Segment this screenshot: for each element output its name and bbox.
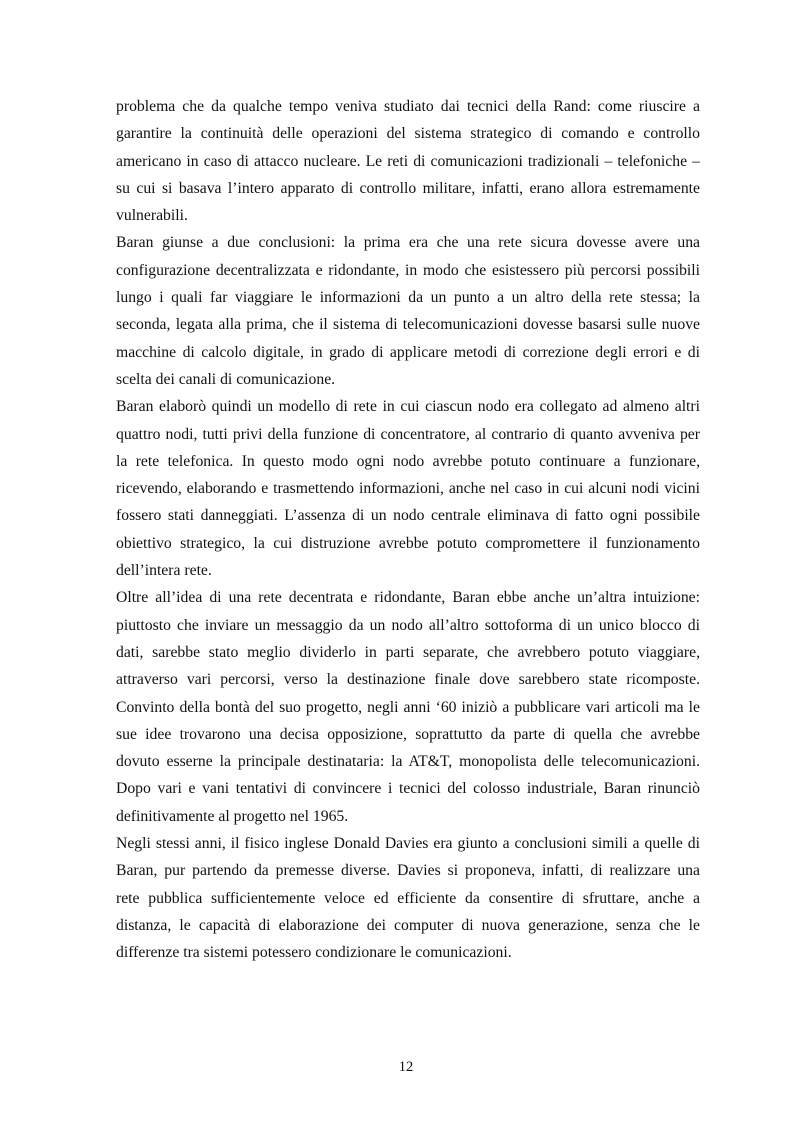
- text-line: attraverso vari percorsi, verso la destinazione finale dove sarebbero state ricomposte.: [116, 671, 700, 689]
- text-line: definitivamente al progetto nel 1965.: [116, 807, 349, 825]
- text-line: differenze tra sistemi potessero condizionare le comunicazioni.: [116, 944, 512, 962]
- text-line: fossero stati danneggiati. L’assenza di un nodo centrale eliminava di fatto ogni possibile: [116, 507, 700, 525]
- paragraph-3: [116, 393, 700, 584]
- text-line: piuttosto che inviare un messaggio da un nodo all’altro sottoforma di un unico blocco di: [116, 616, 700, 634]
- paragraph-1: [116, 93, 700, 229]
- text-line: su cui si basava l’intero apparato di controllo militare, infatti, erano allora estremamente: [116, 179, 700, 197]
- text-line: configurazione decentralizzata e ridondante, in modo che esistessero più percorsi possibili: [116, 261, 700, 279]
- text-line: Baran elaborò quindi un modello di rete in cui ciascun nodo era collegato ad almeno altri: [116, 398, 700, 416]
- text-line: ricevendo, elaborando e trasmettendo informazioni, anche nel caso in cui alcuni nodi vicini: [116, 480, 700, 498]
- paragraph-4: [116, 584, 700, 830]
- text-line: Oltre all’idea di una rete decentrata e ridondante, Baran ebbe anche un’altra intuizione:: [116, 589, 700, 607]
- text-line: macchine di calcolo digitale, in grado di applicare metodi di correzione degli errori e di: [116, 343, 700, 361]
- page-number: 12: [398, 1059, 414, 1075]
- text-line: sue idee trovarono una decisa opposizione, soprattutto da parte di quella che avrebbe: [116, 725, 700, 743]
- text-line: quattro nodi, tutti privi della funzione di concentratore, al contrario di quanto avveniva per: [116, 425, 700, 443]
- text-line: Baran, pur partendo da premesse diverse. Davies si proponeva, infatti, di realizzare una: [116, 862, 700, 880]
- body-text: [116, 93, 700, 967]
- text-line: dell’intera rete.: [116, 562, 212, 580]
- text-line: Dopo vari e vani tentativi di convincere i tecnici del colosso industriale, Baran rinunciò: [116, 780, 700, 798]
- text-line: Baran giunse a due conclusioni: la prima era che una rete sicura dovesse avere una: [116, 234, 700, 252]
- text-line: obiettivo strategico, la cui distruzione avrebbe potuto compromettere il funzionamento: [116, 534, 700, 552]
- text-line: americano in caso di attacco nucleare. Le reti di comunicazioni tradizionali – telefoniche –: [116, 152, 700, 170]
- text-line: vulnerabili.: [116, 207, 188, 225]
- text-line: la rete telefonica. In questo modo ogni nodo avrebbe potuto continuare a funzionare,: [116, 452, 700, 470]
- text-line: dati, sarebbe stato meglio dividerlo in parti separate, che avrebbero potuto viaggiare,: [116, 643, 700, 661]
- paragraph-5: [116, 830, 700, 966]
- text-line: Negli stessi anni, il fisico inglese Donald Davies era giunto a conclusioni simili a quelle di: [116, 835, 700, 853]
- text-line: seconda, legata alla prima, che il sistema di telecomunicazioni dovesse basarsi sulle nuove: [116, 316, 700, 334]
- text-line: Convinto della bontà del suo progetto, negli anni ‘60 iniziò a pubblicare vari articoli ma le: [116, 698, 700, 716]
- paragraph-2: [116, 229, 700, 393]
- text-line: distanza, le capacità di elaborazione dei computer di nuova generazione, senza che le: [116, 916, 700, 934]
- text-line: scelta dei canali di comunicazione.: [116, 370, 336, 388]
- text-line: dovuto esserne la principale destinataria: la AT&T, monopolista delle telecomunicazioni.: [116, 753, 700, 771]
- text-line: problema che da qualche tempo veniva studiato dai tecnici della Rand: come riuscire a: [116, 98, 700, 115]
- text-line: lungo i quali far viaggiare le informazioni da un punto a un altro della rete stessa; la: [116, 289, 700, 307]
- text-line: garantire la continuità delle operazioni del sistema strategico di comando e controllo: [116, 125, 700, 143]
- text-line: rete pubblica sufficientemente veloce ed efficiente da consentire di sfruttare, anche a: [116, 889, 700, 907]
